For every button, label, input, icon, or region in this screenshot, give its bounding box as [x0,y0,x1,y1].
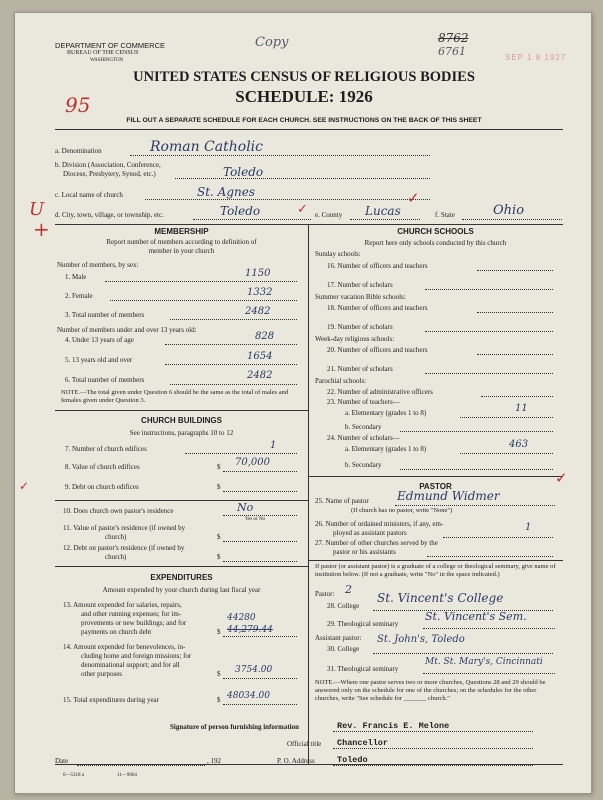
q13-dollar: $ [217,628,221,636]
q5-value[interactable]: 1654 [247,351,273,362]
sunday-label: Sunday schools: [315,250,361,258]
census-schedule-sheet [14,12,592,794]
schedule-title: SCHEDULE: 1926 [235,87,373,106]
q30-label: 30. College [327,645,360,653]
q3-line [170,319,297,320]
received-date-stamp: SEP 1 8 1927 [505,53,567,62]
q1-label: 1. Male [65,273,87,281]
weekday-label: Week-day religious schools: [315,335,395,343]
q5-label: 5. 13 years old and over [65,356,133,364]
official-title-line [333,748,533,749]
q17-line [425,289,553,290]
q27-line [427,556,553,557]
q11-label-2: church) [105,533,127,541]
summer-label: Summer vacation Bible schools: [315,293,406,301]
denomination-value[interactable]: Roman Catholic [150,139,263,155]
division-label-1: b. Division (Association, Conference, [55,161,161,169]
row-divider [308,560,563,561]
q17-label: 17. Number of scholars [327,281,393,289]
q14-label-4: other purposes [81,670,123,678]
q23a-label: a. Elementary (grades 1 to 8) [345,409,427,417]
q26-label-1: 26. Number of ordained ministers, if any, em- [315,520,444,528]
signature-value[interactable]: Rev. Francis E. Melone [337,721,450,731]
q27-label-2: pastor or his assistants [333,548,396,556]
q15-value[interactable]: 48034.00 [227,691,270,701]
date-label: Date [55,757,69,765]
signature-label: Signature of person furnishing information [170,723,299,731]
q9-label: 9. Debt on church edifices [65,483,139,491]
membership-note: NOTE.—The total given under Question 6 should be the same as the total of males and females given under Question 3. [61,389,289,404]
membership-intro-1: Report number of members according to definition of [106,238,257,246]
q5-line [165,364,297,365]
q6-label: 6. Total number of members [65,376,145,384]
buildings-heading: CHURCH BUILDINGS [141,416,222,425]
q24b-label: b. Secondary [345,461,382,469]
q12-line [223,561,297,562]
q2-value[interactable]: 1332 [247,287,273,298]
q7-value[interactable]: 1 [270,440,277,451]
form-code-1: 6—5318 a [63,773,84,778]
po-address-label: P. O. Address [277,757,315,765]
q16-label: 16. Number of officers and teachers [327,262,428,270]
q4-value[interactable]: 828 [255,331,275,342]
parochial-label: Parochial schools: [315,377,367,385]
q14-dollar: $ [217,670,221,678]
q9-line [223,491,297,492]
city-value[interactable]: Toledo [220,204,261,218]
pastor-heading: PASTOR [419,482,452,491]
q18-label: 18. Number of officers and teachers [327,304,428,312]
section-divider [55,410,308,411]
official-title-value[interactable]: Chancellor [337,738,389,748]
q10-line [223,515,297,516]
q30-line [373,653,553,654]
table-top-border [55,224,563,225]
pastor-note: NOTE.—Where one pastor serves two or more churches, Questions 28 and 29 should be answered only on the schedule for one of the churches; on the schedules for the other churches, write "See schedule for _______ church." [315,679,546,702]
section-divider [55,566,308,567]
q31-line [423,673,555,674]
membership-intro-2: member in your church [148,247,215,255]
instruction-line: FILL OUT A SEPARATE SCHEDULE FOR EACH CHURCH. SEE INSTRUCTIONS ON THE BACK OF THIS SHEET [126,117,482,124]
division-line [175,178,430,179]
q29-line [423,628,555,629]
q26-value[interactable]: 1 [525,522,532,533]
q6-line [170,384,297,385]
q1-line [105,281,297,282]
q2-label: 2. Female [65,292,93,300]
q25-label: 25. Name of pastor [315,497,369,505]
q4-line [165,344,297,345]
q18-line [477,312,553,313]
q22-label: 22. Number of administrative officers [327,388,433,396]
q23b-line [400,431,553,432]
q14-line [223,678,297,679]
form-title: UNITED STATES CENSUS OF RELIGIOUS BODIES [133,69,475,85]
q23a-line [460,417,553,418]
q23a-value[interactable]: 11 [515,403,528,414]
po-address-value[interactable]: Toledo [337,755,368,765]
q30-value[interactable]: St. John's, Toledo [377,634,465,645]
age-intro-label: Number of members under and over 13 years old: [57,326,197,334]
schools-heading: CHURCH SCHOOLS [397,227,474,236]
local-name-line [145,199,430,200]
q11-label-1: 11. Value of pastor's residence (if owned by [63,524,186,532]
q1-value[interactable]: 1150 [245,268,271,279]
q22-line [481,396,553,397]
q15-dollar: $ [217,696,221,704]
pastor-subhead: Pastor: [315,590,335,598]
number-second: 6761 [438,45,466,58]
q16-line [477,270,553,271]
q13-label-2: and other running expenses; for im- [81,610,182,618]
q24-label: 24. Number of scholars— [327,434,400,442]
q13-label-1: 13. Amount expended for salaries, repairs, [63,601,182,609]
q25-note: (If church has no pastor, write "None") [351,507,453,514]
q24a-value[interactable]: 463 [509,439,529,450]
county-value[interactable]: Lucas [365,204,401,218]
check-mark: ✓ [19,479,30,493]
q3-label: 3. Total number of members [65,311,145,319]
q23b-label: b. Secondary [345,423,382,431]
q26-label-2: ployed as assistant pastors [333,529,407,537]
q8-line [223,471,297,472]
q13-label-3: provements or new buildings; and for [81,619,187,627]
q28-value[interactable]: St. Vincent's College [377,591,504,605]
check-mark: ✓ [407,191,420,207]
section-divider [308,476,563,477]
q24a-label: a. Elementary (grades 1 to 8) [345,445,427,453]
q15-label: 15. Total expenditures during year [63,696,159,704]
membership-heading: MEMBERSHIP [154,227,209,236]
state-label: f. State [435,211,455,219]
q29-value[interactable]: St. Vincent's Sem. [425,610,527,623]
q11-dollar: $ [217,533,221,541]
q26-line [443,537,553,538]
po-address-line [333,765,533,766]
q6-value[interactable]: 2482 [247,370,273,381]
q7-line [185,453,297,454]
q2-line [110,300,297,301]
graduate-note: If pastor (or assistant pastor) is a graduate of a college or theological seminary, give name of institution below. (If not a graduate, write "No" in the space indicated.) [315,563,556,578]
q31-value[interactable]: Mt. St. Mary's, Cincinnati [425,657,543,667]
q25-value[interactable]: Edmund Widmer [397,489,500,503]
q14-value[interactable]: 3754.00 [235,665,273,675]
q27-label-1: 27. Number of other churches served by the [315,539,438,547]
expenditures-intro: Amount expended by your church during last fiscal year [102,586,261,594]
q4-label: 4. Under 13 years of age [65,336,134,344]
q8-dollar: $ [217,463,221,471]
copy-note: Copy [255,35,289,50]
pastor-count-mark: 2 [345,583,352,596]
q29-label: 29. Theological seminary [327,620,399,628]
official-title-label: Official title [287,740,322,748]
signature-line [333,731,533,732]
q20-line [477,354,553,355]
q13-label-4: payments on church debt [81,628,152,636]
q14-label-3: denominational support; and for all [81,661,180,669]
q19-label: 19. Number of scholars [327,323,393,331]
city-label: d. City, town, village, or township, etc. [55,211,164,219]
denomination-label: a. Denomination [55,147,102,155]
row-divider [55,500,308,501]
bureau-label: BUREAU OF THE CENSUS [67,50,139,56]
column-divider [308,224,309,764]
assistant-subhead: Assistant pastor: [315,634,362,642]
buildings-intro: See instructions, paragraphs 10 to 12 [129,429,234,437]
q11-line [223,541,297,542]
q14-label-1: 14. Amount expended for benevolences, in- [63,643,186,651]
county-label: e. County [315,211,343,219]
check-mark: ✓ [297,201,308,216]
local-name-label: c. Local name of church [55,191,123,199]
q12-label-1: 12. Debt on pastor's residence (if owned by [63,544,185,552]
division-value[interactable]: Toledo [223,165,264,179]
margin-mark-u: U [29,199,45,220]
q3-value[interactable]: 2482 [245,306,271,317]
division-label-2: Diocese, Presbytery, Synod, etc.) [63,170,156,178]
state-line [462,219,562,220]
q21-line [425,373,553,374]
city-label: WASHINGTON [90,58,124,63]
q28-label: 28. College [327,602,360,610]
q24b-line [400,469,553,470]
q25-line [395,505,555,506]
q10-label: 10. Does church own pastor's residence [63,507,174,515]
dept-label: DEPARTMENT OF COMMERCE [55,41,166,50]
q20-label: 20. Number of officers and teachers [327,346,428,354]
q13-struck-value: 44,279.44 [227,625,273,635]
number-top: 8762 [438,31,469,45]
form-code-2: 11—9064 [117,773,137,778]
q19-line [425,331,553,332]
q24a-line [460,453,553,454]
q14-label-2: cluding home and foreign missions; for [81,652,192,660]
divider [55,129,563,130]
q12-dollar: $ [217,553,221,561]
q8-label: 8. Value of church edifices [65,463,140,471]
by-sex-label: Number of members, by sex: [57,261,139,269]
q10-value[interactable]: No [237,501,254,514]
state-value[interactable]: Ohio [493,203,525,218]
schools-intro: Report here only schools conducted by this church [364,239,507,247]
q23-label: 23. Number of teachers— [327,398,400,406]
q31-label: 31. Theological seminary [327,665,399,673]
q7-label: 7. Number of church edifices [65,445,147,453]
date-line [77,765,205,766]
city-line [193,219,311,220]
q10-hint: Yes or No [245,517,266,522]
local-name-value[interactable]: St. Agnes [197,185,256,199]
q12-label-2: church) [105,553,127,561]
margin-mark-plus: + [33,217,50,241]
q15-line [223,704,297,705]
denomination-line [130,155,430,156]
margin-number-95: 95 [65,93,91,117]
check-mark: ✓ [555,471,568,487]
expenditures-heading: EXPENDITURES [150,573,213,582]
date-year: , 192 [207,757,221,765]
q8-value[interactable]: 70,000 [235,457,270,468]
q13-value[interactable]: 44280 [227,613,256,623]
q9-dollar: $ [217,483,221,491]
q13-line [223,636,297,637]
county-line [350,219,420,220]
q21-label: 21. Number of scholars [327,365,393,373]
